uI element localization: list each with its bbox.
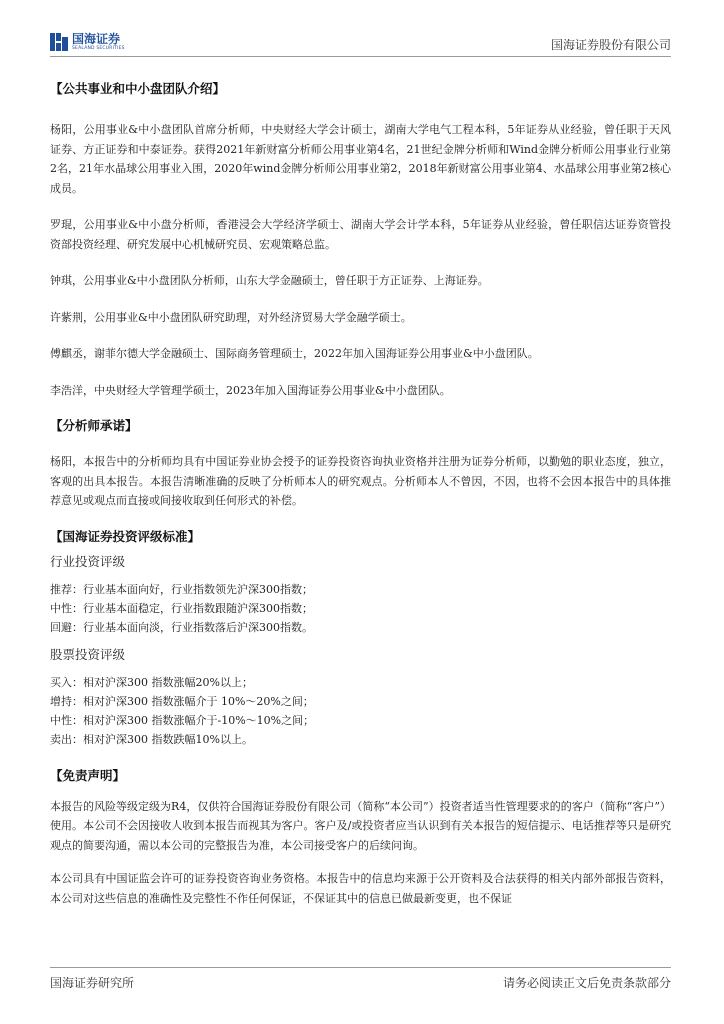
stock-rating-overweight: 增持：相对沪深300 指数涨幅介于 10%～20%之间； xyxy=(50,694,314,708)
section-title-promise: 【分析师承诺】 xyxy=(50,418,138,433)
logo-text-en: SEALAND SECURITIES xyxy=(72,45,125,51)
industry-rating-title: 行业投资评级 xyxy=(50,553,126,569)
company-logo xyxy=(50,32,125,52)
stock-rating-neutral: 中性：相对沪深300 指数涨幅介于-10%～10%之间； xyxy=(50,713,315,727)
logo-text-cn: 国海证券 xyxy=(72,31,121,46)
team-member-yangyang: 杨阳，公用事业&中小盘团队首席分析师，中央财经大学会计硕士，湖南大学电气工程本科，5年证券从业经验，曾任职于天风证券、方正证券和中泰证券。获得2021年新财富分析师公用事业第4名，21世纪金牌分析师和Wind金牌分析师公用事业行业第2名，21年水晶球公用事业入围，2020年wind金牌分析师公用事业第2，2018年新财富公用事业第4、水晶球公用事业第2核心成员。 xyxy=(50,123,671,195)
team-member-xuzijing: 许紫荆，公用事业&中小盘团队研究助理，对外经济贸易大学金融学硕士。 xyxy=(50,310,412,324)
team-member-luokun: 罗琨，公用事业&中小盘分析师，香港浸会大学经济学硕士、湖南大学会计学本科，5年证券从业经验，曾任职信达证券资管投资部投资经理、研究发展中心机械研究员、宏观策略总监。 xyxy=(50,218,671,251)
industry-rating-neutral: 中性：行业基本面稳定，行业指数跟随沪深300指数； xyxy=(50,601,313,615)
disclaimer-paragraph: 本报告的风险等级定级为R4，仅供符合国海证券股份有限公司（简称“本公司”）投资者适当性管理要求的的客户（简称“客户”）使用。本公司不会因接收人收到本报告而视其为客户。客户及/或投资者应当认识到有关本报告的短信提示、电话推荐等只是研究观点的简要沟通，需以本公司的完整报告为准，本公司接受客户的后续问询。 xyxy=(50,799,671,852)
header-company-name: 国海证券股份有限公司 xyxy=(550,38,671,52)
analyst-promise-text: 杨阳，本报告中的分析师均具有中国证券业协会授予的证券投资咨询执业资格并注册为证券分析师，以勤勉的职业态度，独立，客观的出具本报告。本报告清晰准确的反映了分析师本人的研究观点。分析师本人不曾因，不因，也将不会因本报告中的具体推荐意见或观点而直接或间接收取到任何形式的补偿。 xyxy=(50,455,671,507)
stock-rating-title: 股票投资评级 xyxy=(50,646,126,662)
disclaimer-paragraph: 本公司具有中国证监会许可的证券投资咨询业务资格。本报告中的信息均来源于公开资料及合法获得的相关内部外部报告资料，本公司对这些信息的准确性及完整性不作任何保证，不保证其中的信息已做最新变更，也不保证 xyxy=(50,872,671,905)
team-member-fuqicheng: 傅麒丞，谢菲尔德大学金融硕士、国际商务管理硕士，2022年加入国海证券公用事业&中小盘团队。 xyxy=(50,347,539,360)
section-title-disclaimer: 【免责声明】 xyxy=(50,767,126,783)
team-member-lihaoyang: 李浩洋，中央财经大学管理学硕士，2023年加入国海证券公用事业&中小盘团队。 xyxy=(50,383,451,397)
footer-divider xyxy=(50,967,671,968)
page-body xyxy=(50,80,671,908)
sealand-logo-icon xyxy=(50,33,68,51)
footer-institute: 国海证券研究所 xyxy=(50,976,135,990)
stock-rating-sell: 卖出：相对沪深300 指数跌幅10%以上。 xyxy=(50,732,253,746)
section-title-rating: 【国海证券投资评级标准】 xyxy=(50,528,201,544)
stock-rating-buy: 买入：相对沪深300 指数涨幅20%以上； xyxy=(50,675,253,689)
page-header xyxy=(0,0,724,58)
industry-rating-avoid: 回避：行业基本面向淡，行业指数落后沪深300指数。 xyxy=(50,620,313,634)
header-divider xyxy=(50,56,671,57)
section-title-team: 【公共事业和中小盘团队介绍】 xyxy=(50,81,226,96)
footer-disclaimer-note: 请务必阅读正文后免责条款部分 xyxy=(502,976,671,990)
team-member-zhongqi: 钟琪，公用事业&中小盘团队分析师，山东大学金融硕士，曾任职于方正证券、上海证券。 xyxy=(50,274,489,287)
industry-rating-recommend: 推荐：行业基本面向好，行业指数领先沪深300指数； xyxy=(50,582,313,596)
